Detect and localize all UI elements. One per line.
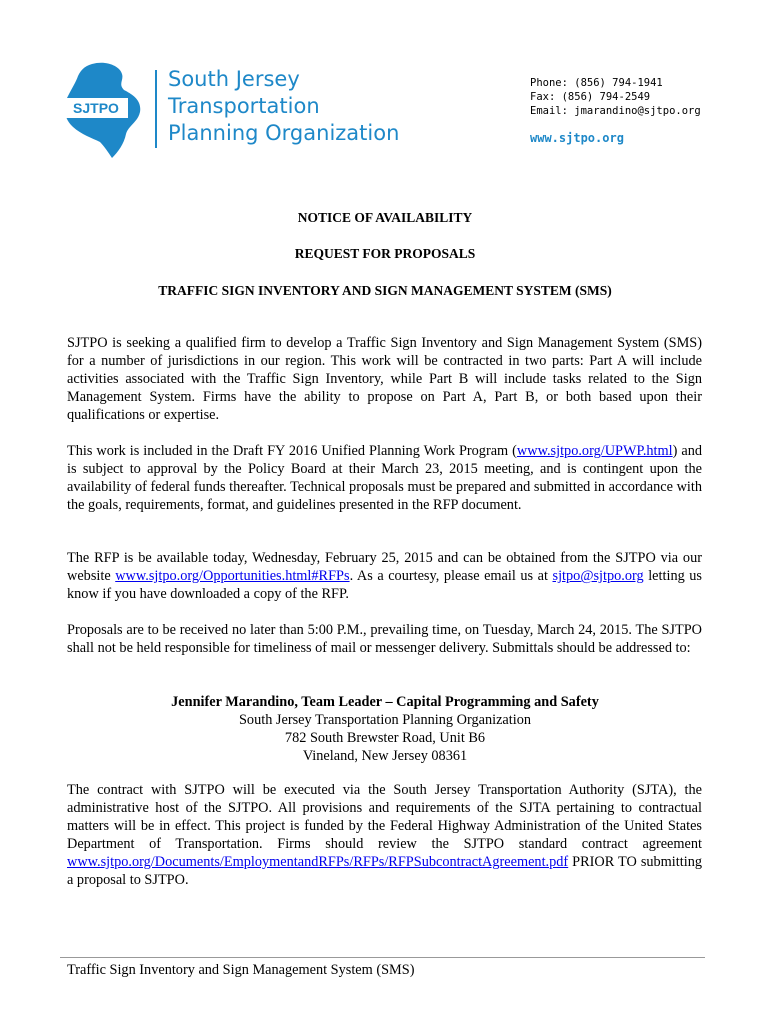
notice-title: NOTICE OF AVAILABILITY — [297, 210, 473, 225]
contact-name: Jennifer Marandino, Team Leader – Capital Programming and Safety — [171, 694, 599, 710]
logo-text: SJTPO — [73, 100, 119, 116]
email-link[interactable]: sjtpo@sjtpo.org — [552, 568, 644, 584]
p3-text-middle: . As a courtesy, please email us at — [349, 568, 553, 584]
paragraph-deadline: Proposals are to be received no later than 5:00 P.M., prevailing time, on Tuesday, March 24, 2015. The SJTPO shall not be held responsible for timeliness of mail or messenger delivery. Submittals should be addressed to: — [67, 622, 702, 656]
footer-title: Traffic Sign Inventory and Sign Management System (SMS) — [67, 962, 415, 978]
org-name-line-1: South Jersey — [168, 67, 300, 91]
org-name-line-3: Planning Organization — [168, 121, 400, 145]
upwp-link[interactable]: www.sjtpo.org/UPWP.html — [516, 443, 673, 459]
phone-text: Phone: (856) 794-1941 — [530, 77, 663, 89]
email-text: Email: jmarandino@sjtpo.org — [530, 105, 701, 117]
address-city: Vineland, New Jersey 08361 — [302, 748, 468, 764]
p3-text-after: letting us know if you have downloaded a copy of the RFP. — [67, 568, 702, 602]
p5-text-after: PRIOR TO submitting a proposal to SJTPO. — [67, 854, 702, 888]
p2-text-before: This work is included in the Draft FY 2016 Unified Planning Work Program ( — [67, 443, 517, 459]
address-org: South Jersey Transportation Planning Organization — [238, 712, 531, 728]
fax-text: Fax: (856) 794-2549 — [530, 91, 651, 103]
p5-text-before: The contract with SJTPO will be executed via the South Jersey Transportation Authority (SJTA), the administrative host of the SJTPO. All provisions and requirements of the SJTA pertaining to contractual matters will be in effect. This project is funded by the Federal Highway Administration of the United States Department of Transportation. Firms should review the SJTPO standard contract agreement — [67, 782, 702, 852]
opportunities-link[interactable]: www.sjtpo.org/Opportunities.html#RFPs — [115, 568, 350, 584]
paragraph-upwp — [67, 442, 702, 514]
p2-text-after: ) and is subject to approval by the Policy Board at their March 23, 2015 meeting, and is contingent upon the availability of federal funds thereafter. Technical proposals must be prepared and submitted in accordance with the goals, requirements, format, and guidelines presented in the RFP document. — [67, 443, 702, 513]
paragraph-contract — [67, 781, 702, 889]
org-name-line-2: Transportation — [168, 94, 320, 118]
agreement-link[interactable]: www.sjtpo.org/Documents/EmploymentandRFPs/RFPs/RFPSubcontractAgreement.pdf — [67, 854, 569, 870]
project-title: TRAFFIC SIGN INVENTORY AND SIGN MANAGEMENT SYSTEM (SMS) — [158, 283, 612, 298]
organization-name — [168, 66, 399, 147]
address-block — [0, 693, 770, 765]
address-street: 782 South Brewster Road, Unit B6 — [284, 730, 486, 746]
paragraph-intro: SJTPO is seeking a qualified firm to develop a Traffic Sign Inventory and Sign Management System (SMS) for a number of jurisdictions in our region. This work will be contracted in two parts: Part A will include activities associated with the Traffic Sign Inventory, while Part B will include tasks related to the Sign Management System. Firms have the ability to propose on Part A, Part B, or both based upon their qualifications or expertise. — [67, 335, 702, 423]
paragraph-availability — [67, 549, 702, 603]
rfp-title: REQUEST FOR PROPOSALS — [294, 246, 476, 261]
footer-divider — [60, 957, 705, 958]
logo-divider — [155, 70, 157, 148]
contact-info — [530, 76, 701, 118]
p3-text-before: The RFP is be available today, Wednesday, February 25, 2015 and can be obtained from the SJTPO via our website — [67, 550, 702, 584]
sjtpo-logo — [62, 60, 148, 160]
website-link[interactable]: www.sjtpo.org — [530, 131, 624, 145]
